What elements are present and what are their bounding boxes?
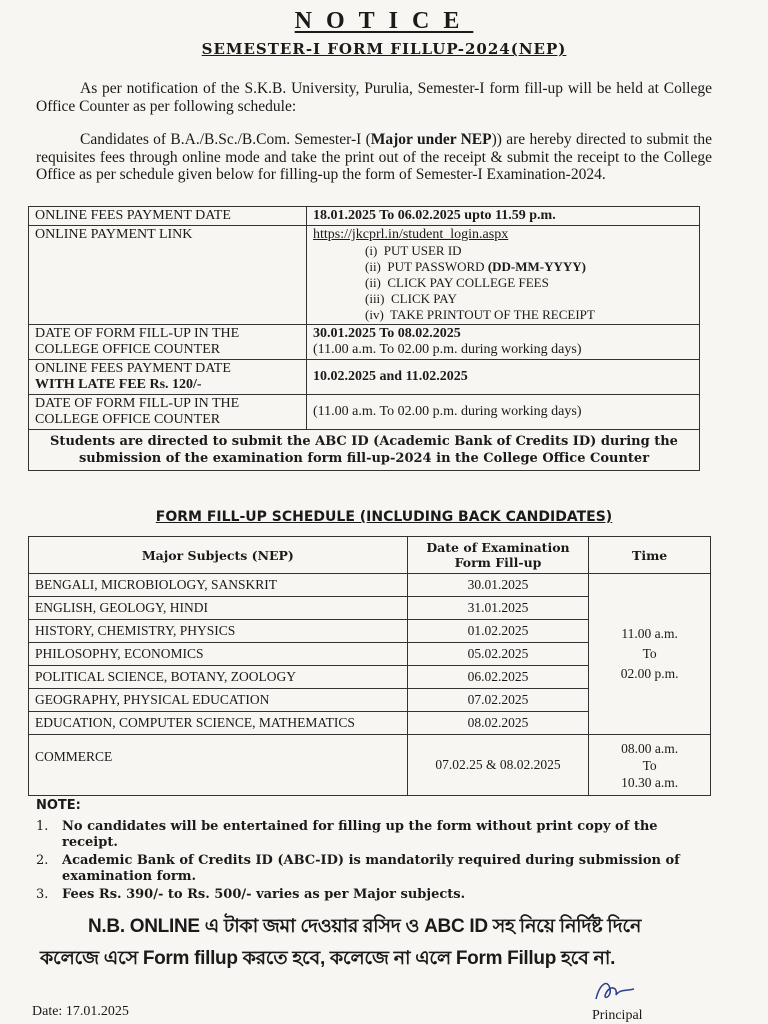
note-text: No candidates will be entertained for filling up the form without print copy of the receipt.	[62, 819, 658, 850]
nb-line-1: N.B. ONLINE এ টাকা জমা দেওয়ার রসিদ ও ABC ID সহ নিয়ে নির্দিষ্ট দিনে	[88, 916, 642, 937]
time-to: To	[642, 757, 657, 773]
fees-row-abc-note	[29, 430, 700, 471]
step-num: (i)	[365, 243, 378, 258]
fees-value: 10.02.2025 and 11.02.2025	[307, 360, 700, 395]
notice-date: Date: 17.01.2025	[32, 1004, 129, 1019]
schedule-title: FORM FILL-UP SCHEDULE (INCLUDING BACK CANDIDATES)	[155, 509, 613, 525]
step-text: PUT USER ID	[383, 243, 462, 258]
payment-step	[365, 307, 693, 323]
note-num: 1.	[36, 819, 49, 834]
time-to: To	[642, 646, 657, 661]
notice-subtitle: SEMESTER-I FORM FILLUP-2024(NEP)	[201, 40, 567, 58]
payment-step	[365, 243, 693, 259]
time-start: 08.00 a.m.	[621, 740, 679, 756]
fees-value	[307, 226, 700, 325]
notice-title: NOTICE	[294, 8, 474, 34]
fees-row-late-fee	[29, 360, 700, 395]
step-num: (iv)	[365, 307, 384, 322]
payment-step	[365, 275, 693, 291]
subjects-cell: GEOGRAPHY, PHYSICAL EDUCATION	[29, 689, 408, 712]
step-bold: (DD-MM-YYYY)	[487, 259, 587, 274]
form-fillup-hours: (11.00 a.m. To 02.00 p.m. during working days)	[313, 342, 582, 357]
subjects-cell: BENGALI, MICROBIOLOGY, SANSKRIT	[29, 574, 408, 597]
subjects-cell: ENGLISH, GEOLOGY, HINDI	[29, 597, 408, 620]
note-text: Fees Rs. 390/- to Rs. 500/- varies as per Major subjects.	[62, 887, 466, 902]
header-date: Date of Examination Form Fill-up	[407, 537, 589, 574]
payment-step	[365, 291, 693, 307]
nb-line-2: কলেজে এসে Form fillup করতে হবে, কলেজে না এলে Form Fillup হবে না.	[40, 948, 616, 969]
time-start: 11.00 a.m.	[621, 626, 678, 641]
date-cell: 07.02.2025	[407, 689, 589, 712]
time-cell	[589, 735, 711, 796]
date-cell: 30.01.2025	[407, 574, 589, 597]
intro-paragraph-2	[36, 131, 712, 184]
form-fillup-dates: 30.01.2025 To 08.02.2025	[313, 326, 461, 341]
intro-paragraph-1: As per notification of the S.K.B. University, Purulia, Semester-I form fill-up will be held at College Office Counter as per following schedule:	[36, 80, 712, 115]
step-num: (iii)	[365, 291, 385, 306]
note-num: 3.	[36, 887, 49, 902]
intro-text-a: Candidates of B.A./B.Sc./B.Com. Semester-I (	[80, 131, 371, 148]
date-cell: 07.02.25 & 08.02.2025	[407, 735, 589, 796]
step-num: (ii)	[365, 275, 381, 290]
subjects-cell: PHILOSOPHY, ECONOMICS	[29, 643, 408, 666]
header-subjects: Major Subjects (NEP)	[29, 537, 408, 574]
notes-list	[36, 819, 716, 905]
date-cell: 31.01.2025	[407, 597, 589, 620]
time-end: 10.30 a.m.	[621, 774, 679, 790]
intro-major-nep: Major under NEP	[370, 131, 492, 148]
fees-row-form-fillup	[29, 325, 700, 360]
schedule-table	[28, 536, 711, 796]
step-text: CLICK PAY	[391, 291, 457, 306]
late-fee-label: ONLINE FEES PAYMENT DATE	[35, 361, 231, 376]
step-text: CLICK PAY COLLEGE FEES	[387, 275, 549, 290]
abc-id-note: Students are directed to submit the ABC ID (Academic Bank of Credits ID) during the submission of the examination form fill-up-2024 in the College Office Counter	[29, 430, 700, 471]
table-row-commerce	[29, 735, 711, 796]
table-row	[29, 574, 711, 597]
note-num: 2.	[36, 853, 49, 868]
payment-link[interactable]: https://jkcprl.in/student_login.aspx	[313, 227, 509, 242]
fees-value: 18.01.2025 To 06.02.2025 upto 11.59 p.m.	[307, 207, 700, 226]
fees-value	[307, 325, 700, 360]
subjects-cell: COMMERCE	[29, 735, 408, 796]
fees-label: ONLINE FEES PAYMENT DATE	[29, 207, 307, 226]
date-cell: 05.02.2025	[407, 643, 589, 666]
date-cell: 08.02.2025	[407, 712, 589, 735]
fees-value: (11.00 a.m. To 02.00 p.m. during working days)	[307, 395, 700, 430]
date-cell: 01.02.2025	[407, 620, 589, 643]
subjects-cell: POLITICAL SCIENCE, BOTANY, ZOOLOGY	[29, 666, 408, 689]
fees-label: DATE OF FORM FILL-UP IN THE COLLEGE OFFICE COUNTER	[29, 325, 307, 360]
subjects-cell: EDUCATION, COMPUTER SCIENCE, MATHEMATICS	[29, 712, 408, 735]
list-item	[36, 819, 716, 851]
fees-label	[29, 360, 307, 395]
payment-steps	[313, 243, 693, 323]
fees-row-payment-link	[29, 226, 700, 325]
list-item	[36, 853, 716, 885]
fees-table	[28, 206, 700, 471]
schedule-header-row	[29, 537, 711, 574]
step-text: TAKE PRINTOUT OF THE RECEIPT	[390, 307, 595, 322]
header-time: Time	[589, 537, 711, 574]
signature-icon	[590, 975, 640, 1007]
fees-row-late-form-fillup	[29, 395, 700, 430]
late-fee-amount: WITH LATE FEE Rs. 120/-	[35, 377, 202, 392]
fees-label: DATE OF FORM FILL-UP IN THE COLLEGE OFFICE COUNTER	[29, 395, 307, 430]
intro-text-b: )) are hereby directed to submit the requisites fees through online mode and take the print out of the receipt & submit the receipt to the College Office as per schedule given below for filling-up the form of Semester-I Examination-2024.	[36, 131, 712, 183]
note-heading: NOTE:	[36, 798, 81, 813]
date-cell: 06.02.2025	[407, 666, 589, 689]
list-item	[36, 887, 716, 903]
step-text: PUT PASSWORD	[387, 259, 488, 274]
time-cell	[589, 574, 711, 735]
subjects-cell: HISTORY, CHEMISTRY, PHYSICS	[29, 620, 408, 643]
fees-label: ONLINE PAYMENT LINK	[29, 226, 307, 325]
payment-step	[365, 259, 693, 275]
step-num: (ii)	[365, 259, 381, 274]
principal-label: Principal	[592, 1008, 643, 1023]
fees-row-payment-date	[29, 207, 700, 226]
note-text: Academic Bank of Credits ID (ABC-ID) is mandatorily required during submission of examination form.	[62, 853, 680, 884]
time-end: 02.00 p.m.	[620, 666, 679, 681]
